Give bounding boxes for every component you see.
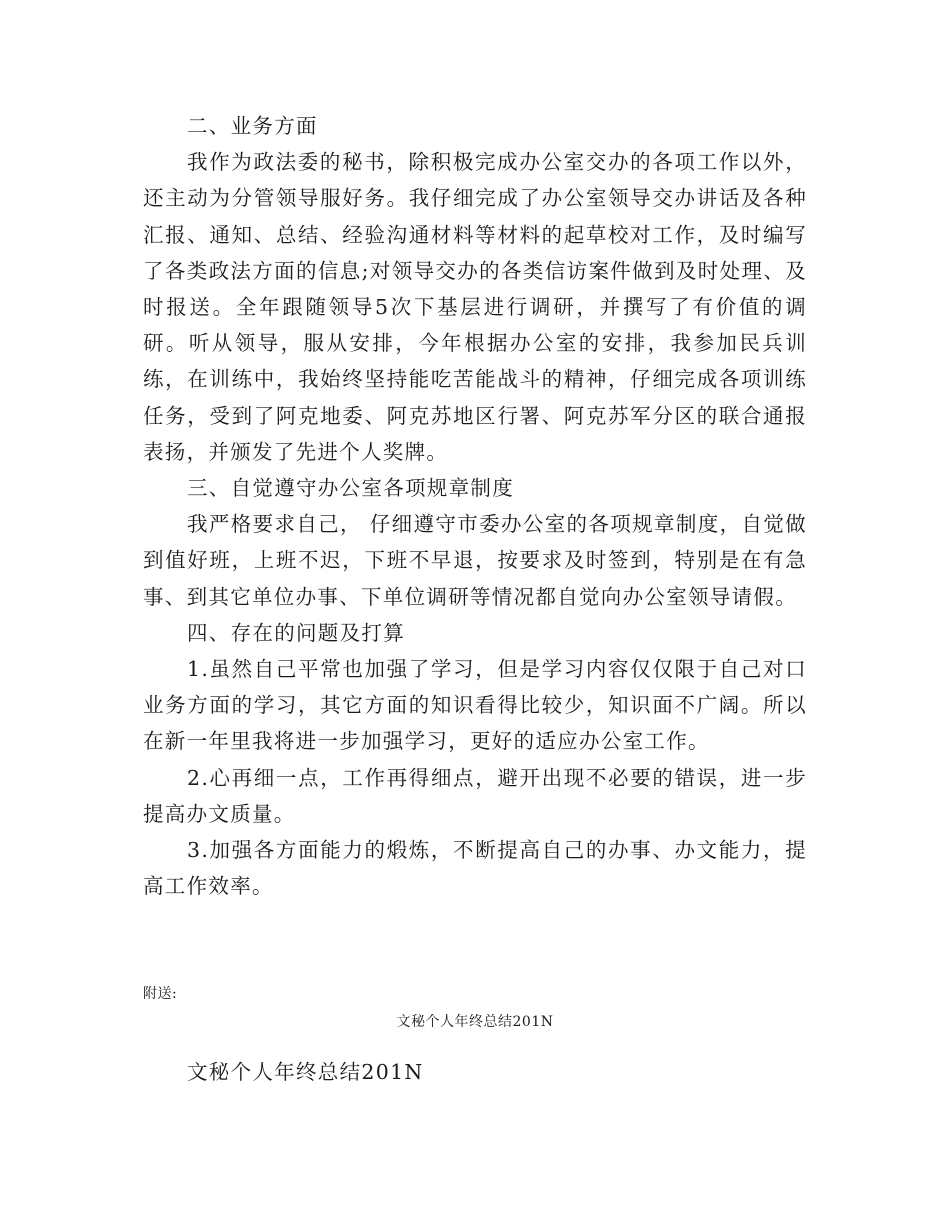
paragraph-problem-1: 1.虽然自己平常也加强了学习，但是学习内容仅仅限于自己对口业务方面的学习，其它方面的知识看得比较少，知识面不广阔。所以在新一年里我将进一步加强学习，更好的适应办公室工作。 [143,657,807,754]
paragraph-problem-3: 3.加强各方面能力的煅炼，不断提高自己的办事、办文能力，提高工作效率。 [143,838,807,899]
paragraph-problem-2: 2.心再细一点，工作再得细点，避开出现不必要的错误，进一步提高办文质量。 [143,765,807,826]
paragraph-rules: 我严格要求自己， 仔细遵守市委办公室的各项规章制度，自觉做到值好班，上班不迟，下班不早退，按要求及时签到，特别是在有急事、到其它单位办事、下单位调研等情况都自觉向办公室领导请假。 [143,512,807,609]
closing-heading: 文秘个人年终总结201N [187,1060,424,1084]
section-heading-business: 二、业务方面 [187,114,318,138]
paragraph-business-work: 我作为政法委的秘书，除积极完成办公室交办的各项工作以外，还主动为分管领导服好务。我仔细完成了办公室领导交办讲话及各种汇报、通知、总结、经验沟通材料等材料的起草校对工作，及时编写了各类政法方面的信息;对领导交办的各类信访案件做到及时处理、及时报送。全年跟随领导5次下基层进行调研，并撰写了有价值的调研。听从领导，服从安排，今年根据办公室的安排，我参加民兵训练，在训练中，我始终坚持能吃苦能战斗的精神，仔细完成各项训练任务，受到了阿克地委、阿克苏地区行署、阿克苏军分区的联合通报表扬，并颁发了先进个人奖牌。 [143,150,807,464]
section-heading-rules: 三、自觉遵守办公室各项规章制度 [187,476,514,501]
document-body [143,108,807,904]
section-heading-problems: 四、存在的问题及打算 [187,620,405,645]
appendix-title: 文秘个人年终总结201N [396,1014,554,1030]
appendix-label: 附送: [143,986,178,1002]
